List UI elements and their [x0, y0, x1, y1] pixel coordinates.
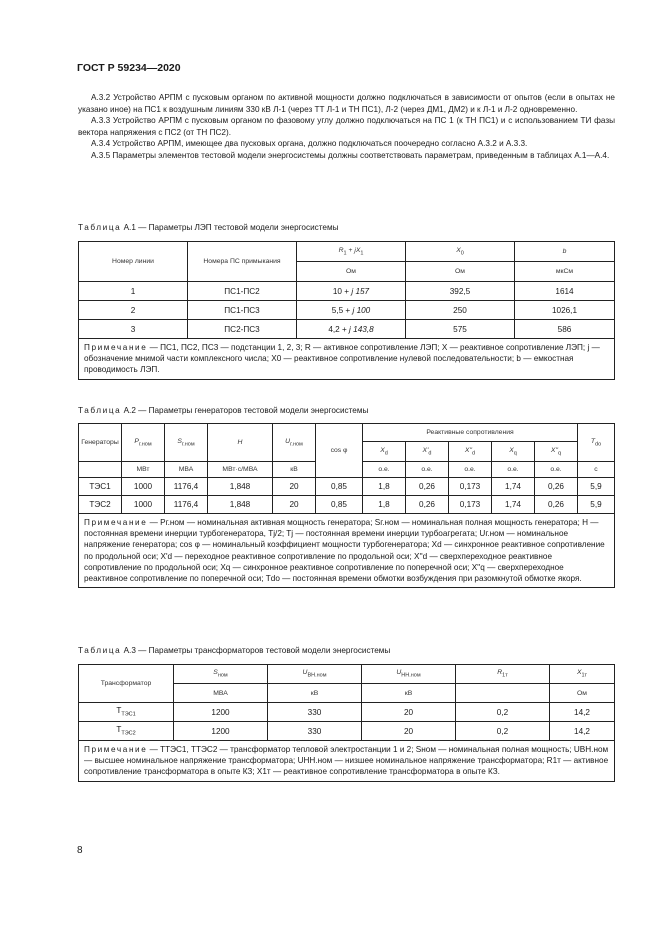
- caption-label: Таблица: [78, 646, 122, 655]
- unit-cell: Ом: [406, 262, 515, 282]
- paragraph: А.3.5 Параметры элементов тестовой модели энергосистемы должны соответствовать параметрам, приведенным в таблицах А.1—А.4.: [91, 150, 610, 160]
- th-line-no: Номер линии: [79, 242, 188, 282]
- cell: 0,26: [406, 496, 449, 514]
- cell: ТЭС1: [79, 478, 122, 496]
- cell: 1000: [122, 478, 165, 496]
- table2-caption: [78, 406, 368, 415]
- unit-cell: МВт: [122, 462, 165, 478]
- cell: 250: [406, 301, 515, 320]
- cell: 1200: [174, 703, 268, 722]
- cell: 0,26: [535, 478, 578, 496]
- body-text: [78, 92, 615, 162]
- cell: 20: [362, 722, 456, 741]
- cell: 4,2 + j 143,8: [297, 320, 406, 339]
- table-row: [79, 282, 615, 301]
- th-tdo: $T_{do}$: [578, 424, 615, 462]
- cell: 5,9: [578, 496, 615, 514]
- table-note: [79, 741, 615, 782]
- cell: 1,848: [208, 478, 273, 496]
- cell: 0,2: [456, 722, 550, 741]
- cell: 5,9: [578, 478, 615, 496]
- unit-cell: МВА: [165, 462, 208, 478]
- cell: 0,26: [406, 478, 449, 496]
- cell: 0,85: [316, 478, 363, 496]
- cell: 20: [273, 496, 316, 514]
- th-transformer: Трансформатор: [79, 665, 174, 703]
- cell: ТЭС2: [79, 496, 122, 514]
- document-header: ГОСТ Р 59234—2020: [77, 62, 181, 74]
- th-cos: cos φ: [316, 424, 363, 478]
- th-x1t: $X_{1т}$: [550, 665, 615, 684]
- caption-label: Таблица: [78, 223, 122, 232]
- note-label: Примечание: [84, 343, 148, 352]
- cell: 0,173: [449, 496, 492, 514]
- cell: 392,5: [406, 282, 515, 301]
- th-h: H: [208, 424, 273, 462]
- cell: 586: [515, 320, 615, 339]
- cell: 3: [79, 320, 188, 339]
- th-r-jx: $R_1 + jX_1$: [297, 242, 406, 262]
- th-unn: $U_{НН.ном}$: [362, 665, 456, 684]
- th-xd1: $X'_d$: [406, 442, 449, 462]
- cell: 1,74: [492, 478, 535, 496]
- cell: 1176,4: [165, 496, 208, 514]
- cell: 1614: [515, 282, 615, 301]
- cell: 1,8: [363, 496, 406, 514]
- unit-cell: о.е.: [535, 462, 578, 478]
- table-row: [79, 722, 615, 741]
- unit-cell: кВ: [362, 684, 456, 703]
- th-s: $S_{г.ном}$: [165, 424, 208, 462]
- table-row: [79, 320, 615, 339]
- table-row: [79, 703, 615, 722]
- table3-caption: [78, 646, 390, 655]
- cell: 1,74: [492, 496, 535, 514]
- unit-cell: кВ: [268, 684, 362, 703]
- cell: ПС2-ПС3: [188, 320, 297, 339]
- cell: 330: [268, 722, 362, 741]
- cell: $Т_{ТЭС2}$: [79, 722, 174, 741]
- cell: 20: [362, 703, 456, 722]
- cell: 1200: [174, 722, 268, 741]
- th-ps-nums: Номера ПС примыкания: [188, 242, 297, 282]
- th-u: $U_{г.ном}$: [273, 424, 316, 462]
- unit-cell: о.е.: [492, 462, 535, 478]
- th-xd2: $X''_d$: [449, 442, 492, 462]
- th-uvn: $U_{ВН.ном}$: [268, 665, 362, 684]
- th-reactive: Реактивные сопротивления: [363, 424, 578, 442]
- note-label: Примечание: [84, 518, 148, 527]
- cell: 0,2: [456, 703, 550, 722]
- note-label: Примечание: [84, 745, 148, 754]
- cell: 14,2: [550, 703, 615, 722]
- cell: $Т_{ТЭС1}$: [79, 703, 174, 722]
- cell: ПС1-ПС3: [188, 301, 297, 320]
- th-snom: $S_{ном}$: [174, 665, 268, 684]
- unit-cell: МВт·с/МВА: [208, 462, 273, 478]
- cell: ПС1-ПС2: [188, 282, 297, 301]
- cell: 14,2: [550, 722, 615, 741]
- paragraph: А.3.2 Устройство АРПМ с пусковым органом по активной мощности должно подключаться в зависимости от опытов (если в опытах не указано иное) на ПС1 к воздушным линиям 330 кВ Л-1 (через ТТ Л-1 и ТН ПС1), Л-2 (через ДМ1, ДМ2) и к Л-1 и Л-2 одновременно.: [78, 93, 615, 114]
- cell: 1,848: [208, 496, 273, 514]
- note-text: — ТТЭС1, ТТЭС2 — трансформатор тепловой электростанции 1 и 2; Sном — номинальная полная мощность; UВН.ном — высшее номинальное напряжение трансформатора; UНН.ном — низшее номинальное напряжение трансформатора; R1т — активное сопротивление трансформатора в опыте КЗ; X1т — реактивное сопротивление трансформатора в опыте КЗ.: [84, 745, 609, 777]
- th-xd: $X_d$: [363, 442, 406, 462]
- note-text: — Pг.ном — номинальная активная мощность генератора; Sг.ном — номинальная полная мощность генератора; H — постоянная времени инерции турбогенератора, Tj/2; Tj — постоянная времени инерции турбоагрегата; Uг.ном — номинальное напряжение генератора; cos φ — номинальный коэффициент мощности турбогенератора; Xd — синхронное реактивное сопротивление по продольной оси; X'd — переходное реактивное сопротивление по продольной оси; X''d — сверхпереходное реактивное сопротивление по продольной оси; Xq — синхронное реактивное сопротивление по поперечной оси; X''q — сверхпереходное реактивное сопротивление по поперечной оси; Tdo — постоянная времени обмотки возбуждения при разомкнутой обмотке якоря.: [84, 518, 605, 584]
- unit-cell: мкСм: [515, 262, 615, 282]
- cell: 1000: [122, 496, 165, 514]
- th-xq2: $X''_q$: [535, 442, 578, 462]
- paragraph: А.3.4 Устройство АРПМ, имеющее два пусковых органа, должно подключаться поочередно согласно А.3.2 и А.3.3.: [91, 139, 528, 149]
- cell: 20: [273, 478, 316, 496]
- table-row: [79, 478, 615, 496]
- table-row: [79, 496, 615, 514]
- unit-cell: кВ: [273, 462, 316, 478]
- table3: [78, 664, 615, 782]
- paragraph: А.3.3 Устройство АРПМ с пусковым органом по фазовому углу должно подключаться на ПС 1 (к ТН ПС1) и с использованием ТИ фазы вектора напряжения с ПС2 (от ТН ПС2).: [78, 116, 615, 137]
- cell: 1026,1: [515, 301, 615, 320]
- table-row: [79, 301, 615, 320]
- caption-label: Таблица: [78, 406, 122, 415]
- cell: 0,173: [449, 478, 492, 496]
- note-text: — ПС1, ПС2, ПС3 — подстанции 1, 2, 3; R — активное сопротивление ЛЭП; X — реактивное сопротивление ЛЭП; j — обозначение мнимой части комплексного числа; X0 — реактивное сопротивление нулевой последовательности; b — емкостная проводимость ЛЭП.: [84, 343, 600, 375]
- unit-cell: о.е.: [449, 462, 492, 478]
- th-r1t: $R_{1т}$: [456, 665, 550, 684]
- cell: 1,8: [363, 478, 406, 496]
- unit-cell: Ом: [297, 262, 406, 282]
- cell: 1: [79, 282, 188, 301]
- th-x0: $X_0$: [406, 242, 515, 262]
- table-note: [79, 514, 615, 588]
- table2: [78, 423, 615, 588]
- page-number: 8: [77, 845, 83, 856]
- th-xq: $X_q$: [492, 442, 535, 462]
- table-note: [79, 339, 615, 380]
- unit-cell: о.е.: [363, 462, 406, 478]
- table1: [78, 241, 615, 380]
- unit-cell: [79, 462, 122, 478]
- cell: 0,85: [316, 496, 363, 514]
- cell: 330: [268, 703, 362, 722]
- cell: 10 + j 157: [297, 282, 406, 301]
- cell: 0,26: [535, 496, 578, 514]
- unit-cell: с: [578, 462, 615, 478]
- cell: 2: [79, 301, 188, 320]
- th-b: b: [515, 242, 615, 262]
- caption-text: А.1 — Параметры ЛЭП тестовой модели энергосистемы: [123, 223, 339, 232]
- th-p: $P_{г.ном}$: [122, 424, 165, 462]
- cell: 575: [406, 320, 515, 339]
- unit-cell: МВА: [174, 684, 268, 703]
- unit-cell: о.е.: [406, 462, 449, 478]
- unit-cell: [456, 684, 550, 703]
- table1-caption: [78, 223, 338, 232]
- cell: 5,5 + j 100: [297, 301, 406, 320]
- th-generators: Генераторы: [79, 424, 122, 462]
- caption-text: А.3 — Параметры трансформаторов тестовой модели энергосистемы: [123, 646, 391, 655]
- unit-cell: Ом: [550, 684, 615, 703]
- caption-text: А.2 — Параметры генераторов тестовой модели энергосистемы: [123, 406, 369, 415]
- cell: 1176,4: [165, 478, 208, 496]
